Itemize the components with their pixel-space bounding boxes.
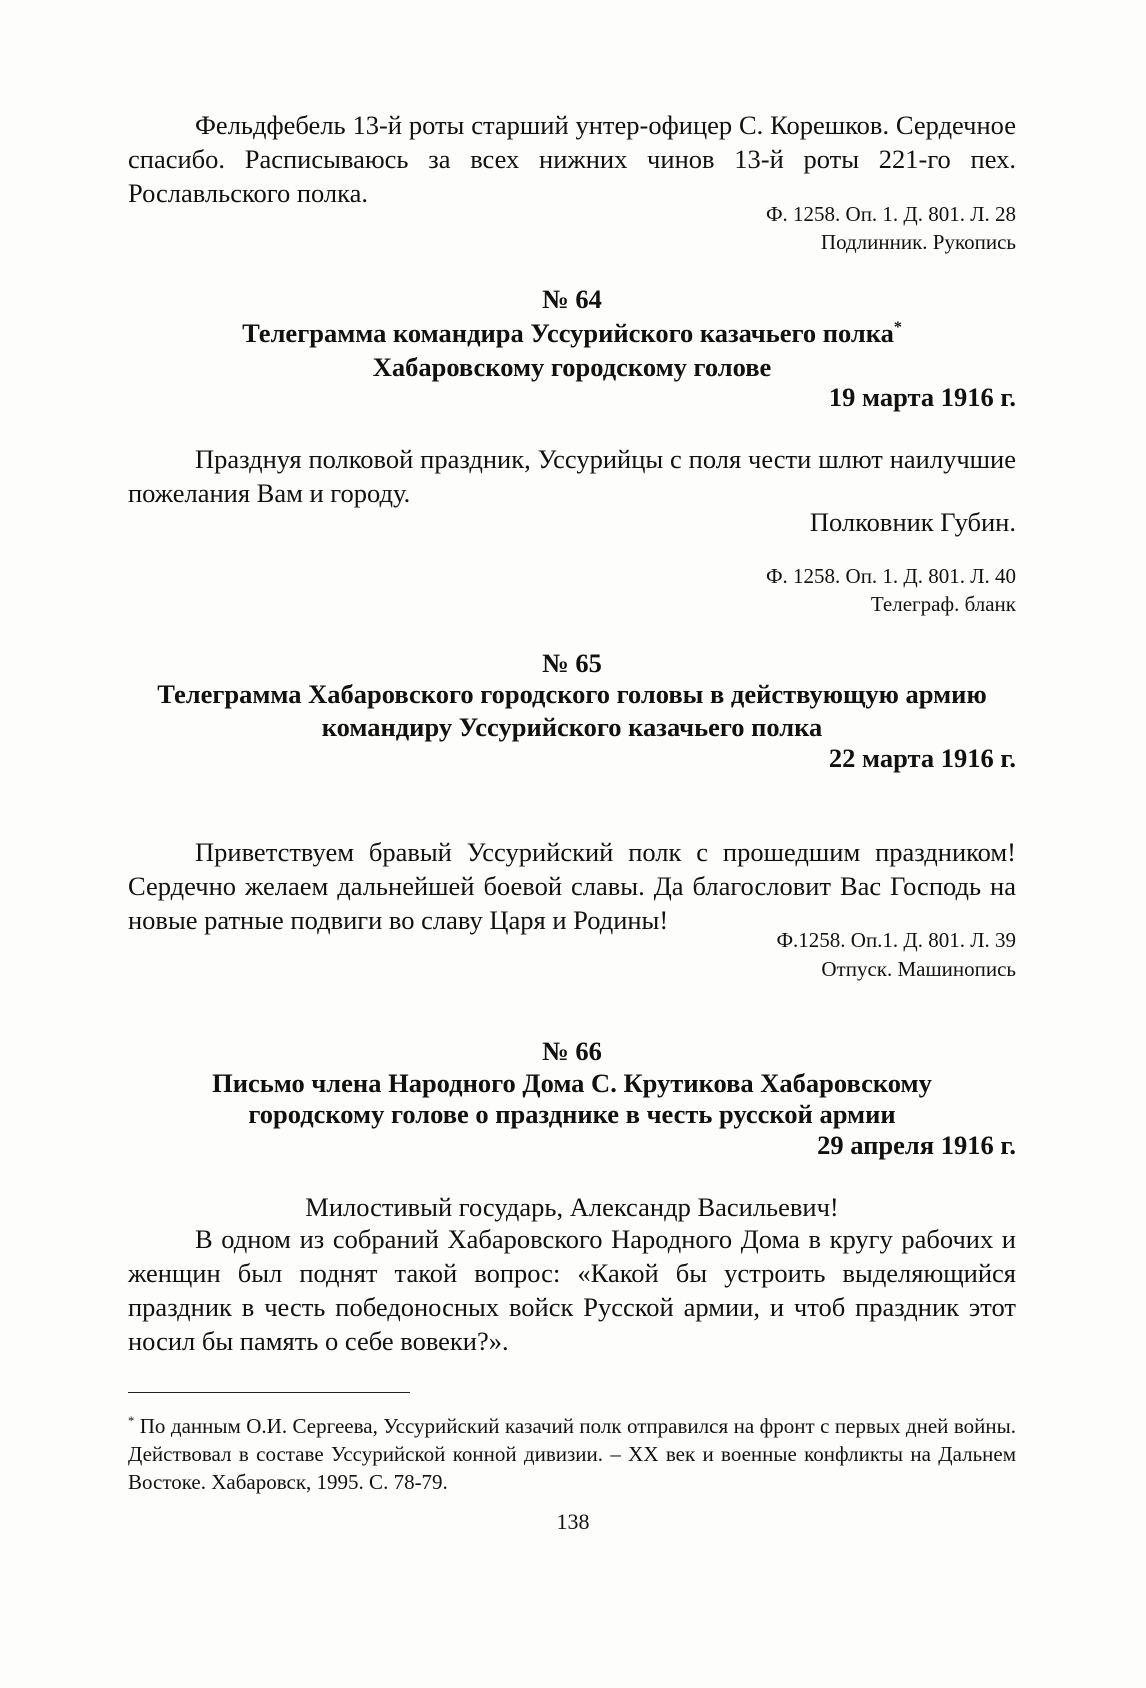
doc64-signature: Полковник Губин. (809, 507, 1016, 537)
doc65-title-line2: командиру Уссурийского казачьего полка (321, 712, 823, 742)
doc64-number: № 64 (542, 284, 602, 314)
doc65-title-line1: Телеграмма Хабаровского городского головы в действующую армию (157, 679, 987, 709)
footnote-text: По данным О.И. Сергеева, Уссурийский казачий полк отправился на фронт с первых дней войны. Действовал в составе Уссурийской конной дивизии. – ХХ век и военные конфликты на Дальнем Востоке. Хабаровск, 1995. С. 78-79. (128, 1414, 1016, 1494)
prev-doc-source-type: Подлинник. Рукопись (820, 230, 1016, 254)
doc66-salutation: Милостивый государь, Александр Васильевич! (305, 1192, 839, 1222)
prev-doc-source-ref: Ф. 1258. Оп. 1. Д. 801. Л. 28 (765, 202, 1016, 226)
doc64-source-ref: Ф. 1258. Оп. 1. Д. 801. Л. 40 (765, 564, 1016, 588)
doc64-source-type: Телеграф. бланк (870, 592, 1016, 616)
doc66-date: 29 апреля 1916 г. (817, 1130, 1016, 1160)
footnote (128, 1412, 1016, 1496)
doc64-title-line1-text: Телеграмма командира Уссурийского казачьего полка (242, 318, 894, 348)
doc66-title-line1: Письмо члена Народного Дома С. Крутикова Хабаровскому (212, 1068, 932, 1098)
doc64-title-line2: Хабаровскому городскому голове (372, 352, 772, 382)
doc66-body: В одном из собраний Хабаровского Народного Дома в кругу рабочих и женщин был поднят такой вопрос: «Какой бы устроить выделяющийся праздник в честь победоносных войск Русской армии, и чтоб праздник этот носил бы память о себе вовеки?». (128, 1224, 1016, 1356)
doc64-title-line1 (128, 316, 1016, 351)
doc65-body: Приветствуем бравый Уссурийский полк с прошедшим праздником! Сердечно желаем дальнейшей боевой славы. Да благословит Вас Господь на новые ратные подвиги во славу Царя и Родины! (128, 837, 1016, 935)
doc65-number: № 65 (542, 648, 602, 678)
doc64-body: Празднуя полковой праздник, Уссурийцы с поля чести шлют наилучшие пожелания Вам и городу. (128, 444, 1016, 508)
doc65-source-ref: Ф.1258. Оп.1. Д. 801. Л. 39 (776, 928, 1016, 952)
doc65-source-type: Отпуск. Машинопись (821, 957, 1016, 981)
footnote-separator (128, 1392, 410, 1393)
page-number: 138 (556, 1509, 590, 1534)
doc66-title-line2: городскому голове о празднике в честь русской армии (248, 1099, 896, 1129)
doc64-footnote-marker: * (893, 319, 902, 337)
doc66-number: № 66 (542, 1036, 602, 1066)
footnote-marker: * (128, 1414, 135, 1428)
doc65-date: 22 марта 1916 г. (828, 743, 1016, 773)
prev-doc-paragraph: Фельдфебель 13-й роты старший унтер-офицер С. Корешков. Сердечное спасибо. Расписываюсь за всех нижних чинов 13-й роты 221-го пех. Рославльского полка. (128, 110, 1016, 208)
doc64-date: 19 марта 1916 г. (828, 382, 1016, 412)
